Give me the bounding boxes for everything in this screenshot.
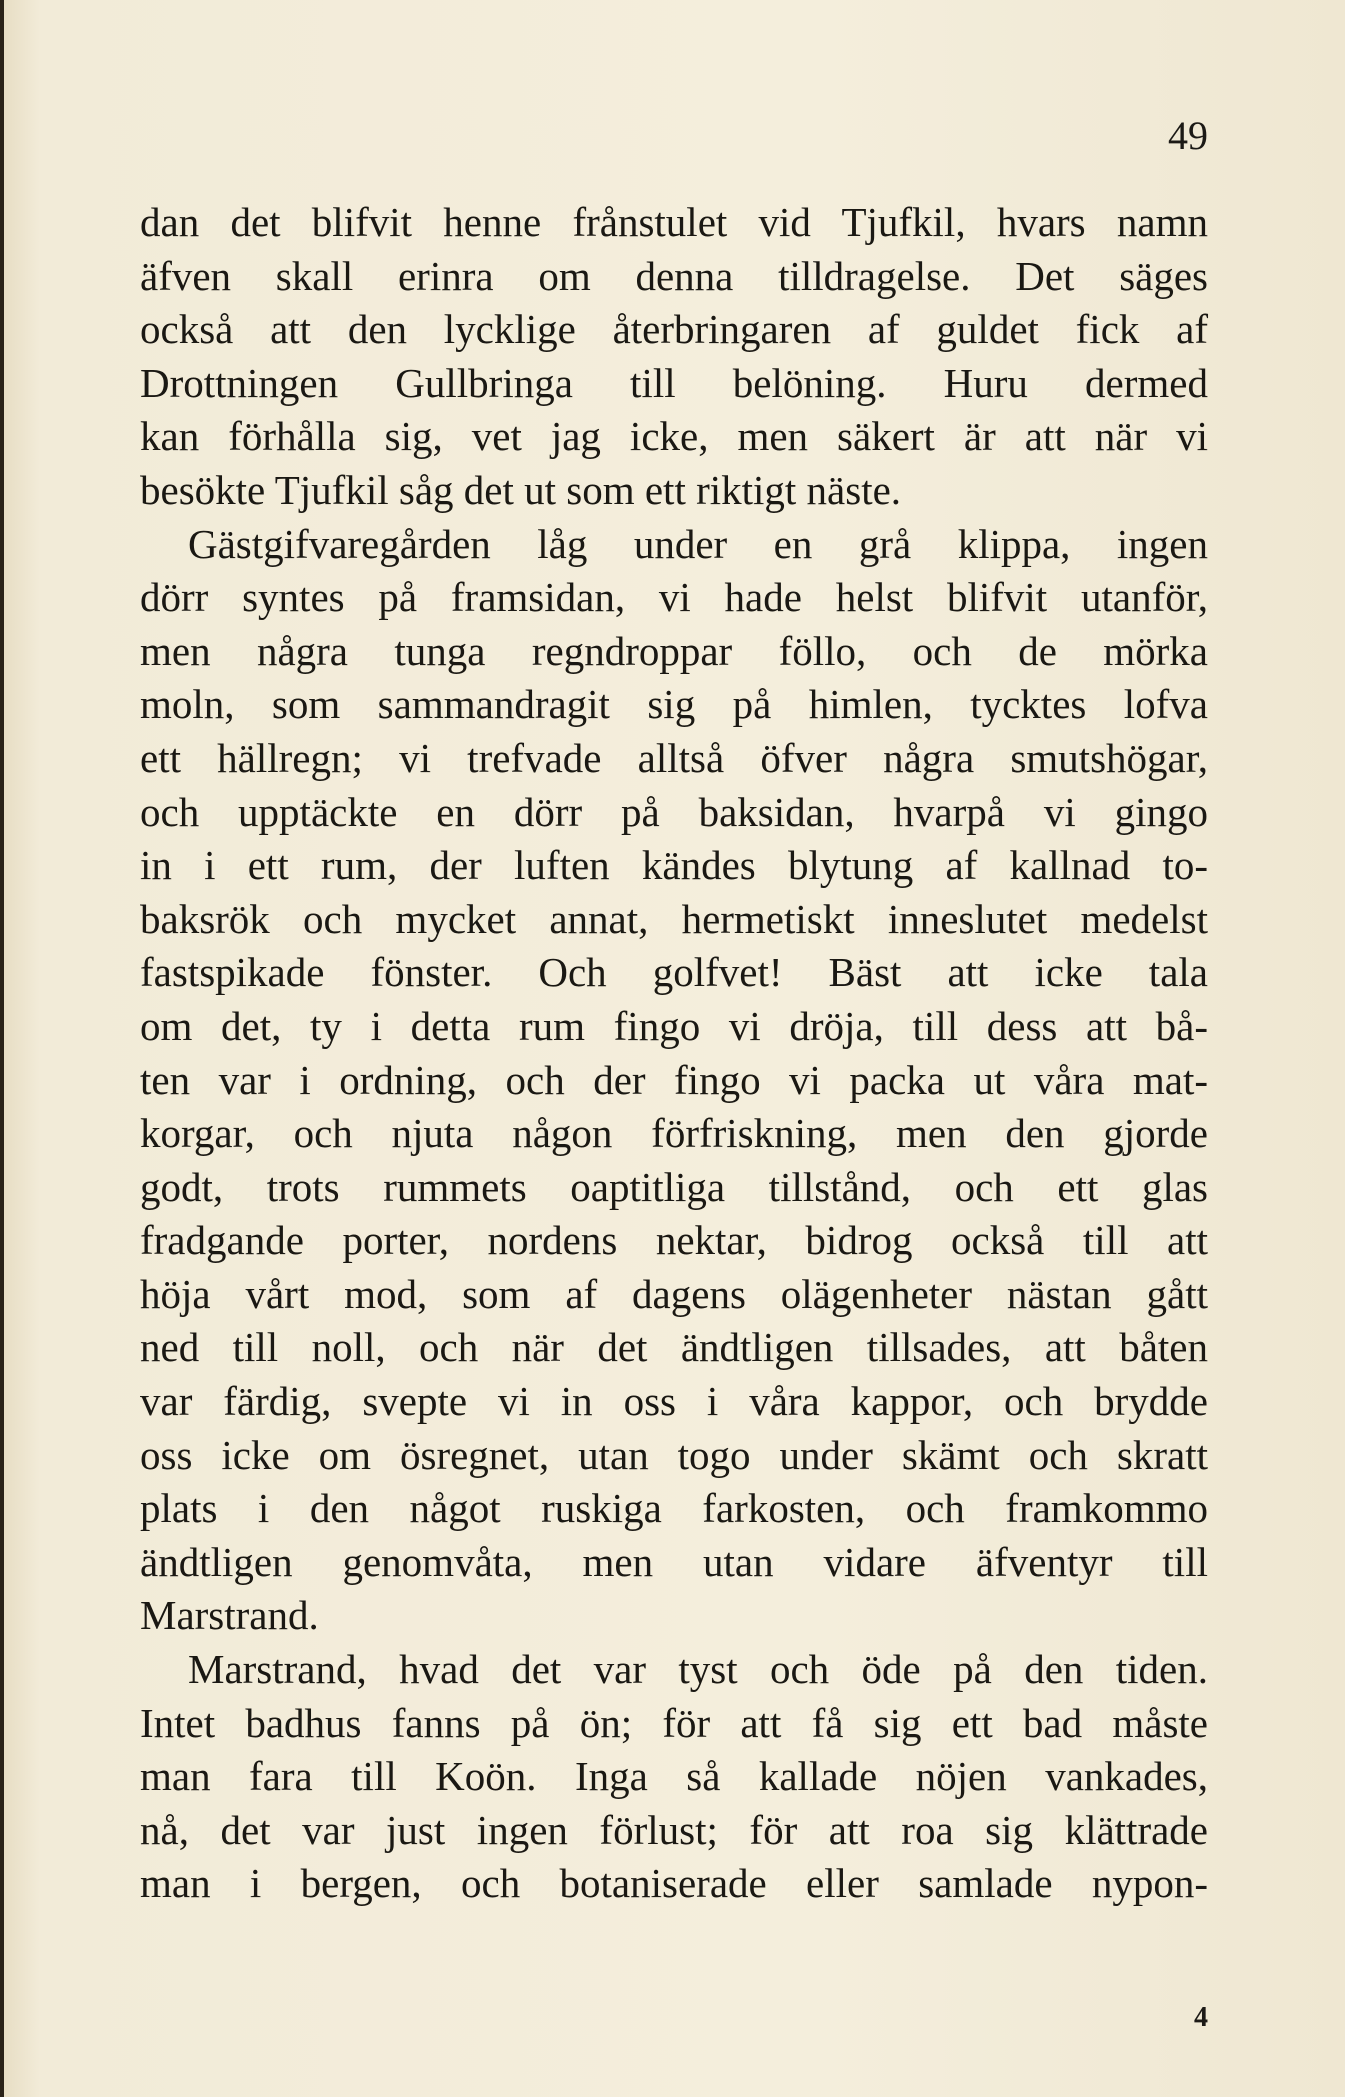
text-line: korgar, och njuta någon förfriskning, men den gjorde [140,1110,1208,1157]
text-line: godt, trots rummets oaptitliga tillstånd, och ett glas [140,1163,1208,1210]
text-line: baksrök och mycket annat, hermetiskt inneslutet medelst [140,895,1208,942]
text-line: man fara till Koön. Inga så kallade nöjen vankades, [140,1753,1208,1800]
text-line: man i bergen, och botaniserade eller samlade nypon- [140,1860,1208,1907]
text-line: oss icke om ösregnet, utan togo under skämt och skratt [140,1431,1208,1478]
text-line: höja vårt mod, som af dagens olägenheter nästan gått [140,1270,1208,1317]
text-line: Intet badhus fanns på ön; för att få sig ett bad måste [140,1699,1208,1746]
text-line: plats i den något ruskiga farkosten, och framkommo [140,1485,1208,1532]
text-line: ned till noll, och när det ändtligen tillsades, att båten [140,1324,1208,1371]
text-line: in i ett rum, der luften kändes blytung af kallnad to- [140,842,1208,889]
text-line: ett hällregn; vi trefvade alltså öfver några smutshögar, [140,734,1208,781]
text-line: Marstrand, hvad det var tyst och öde på den tiden. [188,1646,1208,1693]
text-line: moln, som sammandragit sig på himlen, tycktes lofva [140,681,1208,728]
text-line: Gästgifvaregården låg under en grå klippa, ingen [188,520,1208,567]
paragraph [140,518,1208,1643]
paragraph [140,1643,1208,1911]
paragraph [140,196,1208,518]
text-line: ändtligen genomvåta, men utan vidare äfventyr till [140,1538,1208,1585]
signature-mark: 4 [1194,2002,1208,2033]
text-line: Drottningen Gullbringa till belöning. Huru dermed [140,359,1208,406]
text-line: äfven skall erinra om denna tilldragelse. Det säges [140,252,1208,299]
text-line: ten var i ordning, och der fingo vi packa ut våra mat- [140,1056,1208,1103]
text-line: fradgande porter, nordens nektar, bidrog också till att [140,1217,1208,1264]
text-line: dan det blifvit henne frånstulet vid Tjufkil, hvars namn [140,199,1208,245]
text-line: besökte Tjufkil såg det ut som ett riktigt näste. [140,466,902,513]
body-text [140,196,1208,1911]
text-line: om det, ty i detta rum fingo vi dröja, till dess att bå- [140,1002,1208,1049]
text-line: och upptäckte en dörr på baksidan, hvarpå vi gingo [140,788,1208,835]
text-line: men några tunga regndroppar föllo, och de mörka [140,627,1208,674]
text-line: var färdig, svepte vi in oss i våra kappor, och brydde [140,1378,1208,1425]
text-line: Marstrand. [140,1592,319,1639]
text-line: också att den lycklige återbringaren af guldet fick af [140,306,1208,353]
text-line: fastspikade fönster. Och golfvet! Bäst att icke tala [140,949,1208,996]
text-line: nå, det var just ingen förlust; för att roa sig klättrade [140,1806,1208,1853]
text-line: dörr syntes på framsidan, vi hade helst blifvit utanför, [140,574,1208,621]
text-line: kan förhålla sig, vet jag icke, men säkert är att när vi [140,413,1208,460]
page-number: 49 [1168,113,1208,158]
